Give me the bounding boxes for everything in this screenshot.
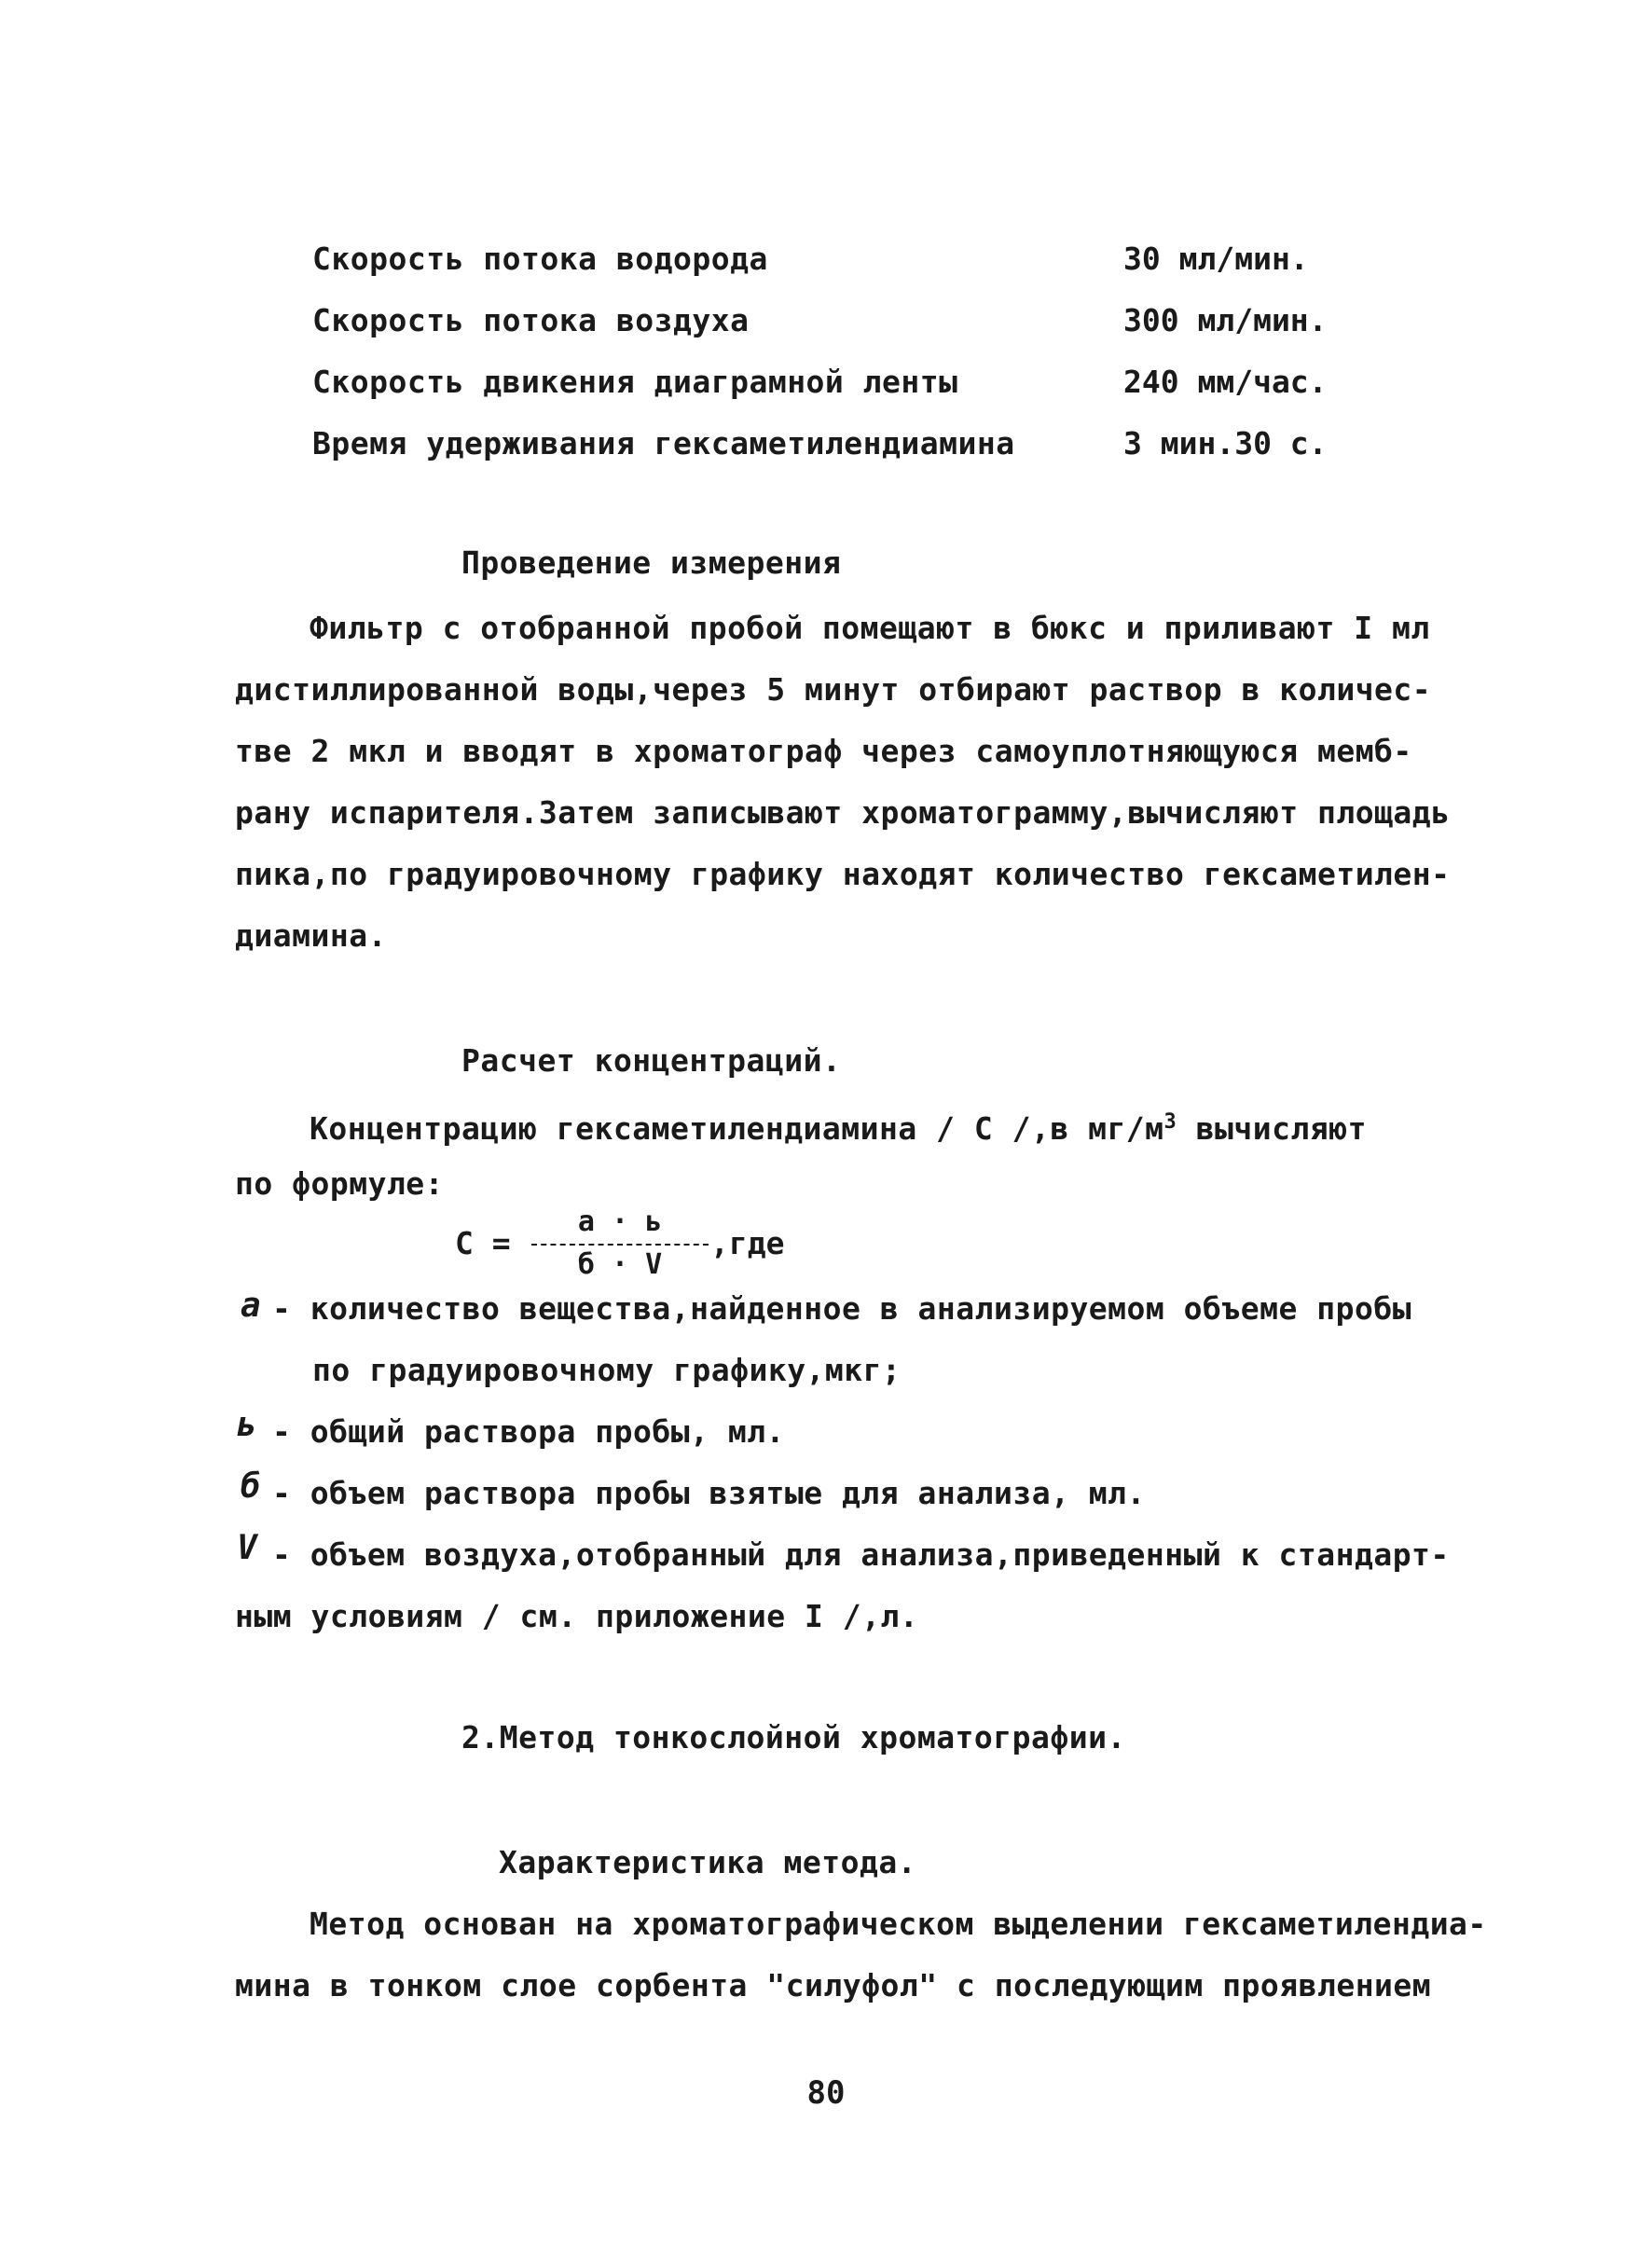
paragraph-line: дистиллированной воды,через 5 минут отбирают раствор в количес- bbox=[235, 671, 1432, 708]
concentration-text: Концентрацию гексаметилендиамина / С /,в мг/м bbox=[310, 1110, 1164, 1147]
paragraph-line: мина в тонком слое сорбента "силуфол" с последующим проявлением bbox=[235, 1967, 1432, 2003]
section-heading-calculation: Расчет концентраций. bbox=[461, 1042, 842, 1079]
definition-symbol: б bbox=[241, 1467, 261, 1506]
paragraph-line: Метод основан на хроматографическом выделении гексаметилендиа- bbox=[310, 1906, 1487, 1942]
section-heading-measurement: Проведение измерения bbox=[461, 544, 842, 581]
paragraph-line: Фильтр с отобранной пробой помещают в бюкс и приливают I мл bbox=[310, 610, 1430, 646]
param-value: 30 мл/мин. bbox=[1123, 241, 1309, 277]
definition-symbol: а bbox=[241, 1287, 261, 1325]
definition-text: - объем раствора пробы взятые для анализа, мл. bbox=[272, 1475, 1146, 1511]
definition-text: по градуировочному графику,мкг; bbox=[312, 1352, 902, 1388]
formula-lhs: С = bbox=[455, 1225, 511, 1261]
formula-numerator: а · ь bbox=[577, 1205, 663, 1238]
param-value: 300 мл/мин. bbox=[1123, 302, 1328, 338]
paragraph-line: рану испарителя.Затем записывают хроматограмму,вычисляют площадь bbox=[235, 794, 1451, 831]
paragraph-line: по формуле: bbox=[235, 1165, 445, 1202]
definition-text: - общий раствора пробы, мл. bbox=[272, 1413, 785, 1450]
definition-text: ным условиям / см. приложение I /,л. bbox=[235, 1598, 919, 1634]
definition-symbol: ь bbox=[237, 1406, 257, 1444]
definition-text: - количество вещества,найденное в анализируемом объеме пробы bbox=[272, 1290, 1412, 1327]
superscript: 3 bbox=[1163, 1110, 1177, 1134]
definition-symbol: V bbox=[237, 1529, 257, 1567]
concentration-text-end: вычисляют bbox=[1177, 1110, 1367, 1147]
param-label: Скорость потока водорода bbox=[312, 241, 768, 277]
section-subheading: Характеристика метода. bbox=[499, 1844, 917, 1880]
param-value: 3 мин.30 с. bbox=[1123, 425, 1328, 461]
param-value: 240 мм/час. bbox=[1123, 364, 1328, 400]
section-heading-tlc: 2.Метод тонкослойной хроматографии. bbox=[461, 1719, 1126, 1755]
param-label: Время удерживания гексаметилендиамина bbox=[312, 425, 1015, 461]
param-label: Скорость двикения диаграмной ленты bbox=[312, 364, 958, 400]
page-number: 80 bbox=[806, 2074, 846, 2112]
paragraph-line: пика,по градуировочному графику находят количество гексаметилен- bbox=[235, 856, 1451, 892]
param-label: Скорость потока воздуха bbox=[312, 302, 750, 338]
formula-suffix: ,где bbox=[710, 1225, 785, 1261]
formula-denominator: б · V bbox=[577, 1248, 663, 1281]
definition-text: - объем воздуха,отобранный для анализа,приведенный к стандарт- bbox=[272, 1536, 1450, 1573]
paragraph-line: тве 2 мкл и вводят в хроматограф через самоуплотняющуюся мемб- bbox=[235, 733, 1412, 769]
formula-fraction-bar bbox=[531, 1244, 709, 1246]
paragraph-line: диамина. bbox=[235, 917, 387, 954]
paragraph-line bbox=[310, 1102, 1367, 1150]
